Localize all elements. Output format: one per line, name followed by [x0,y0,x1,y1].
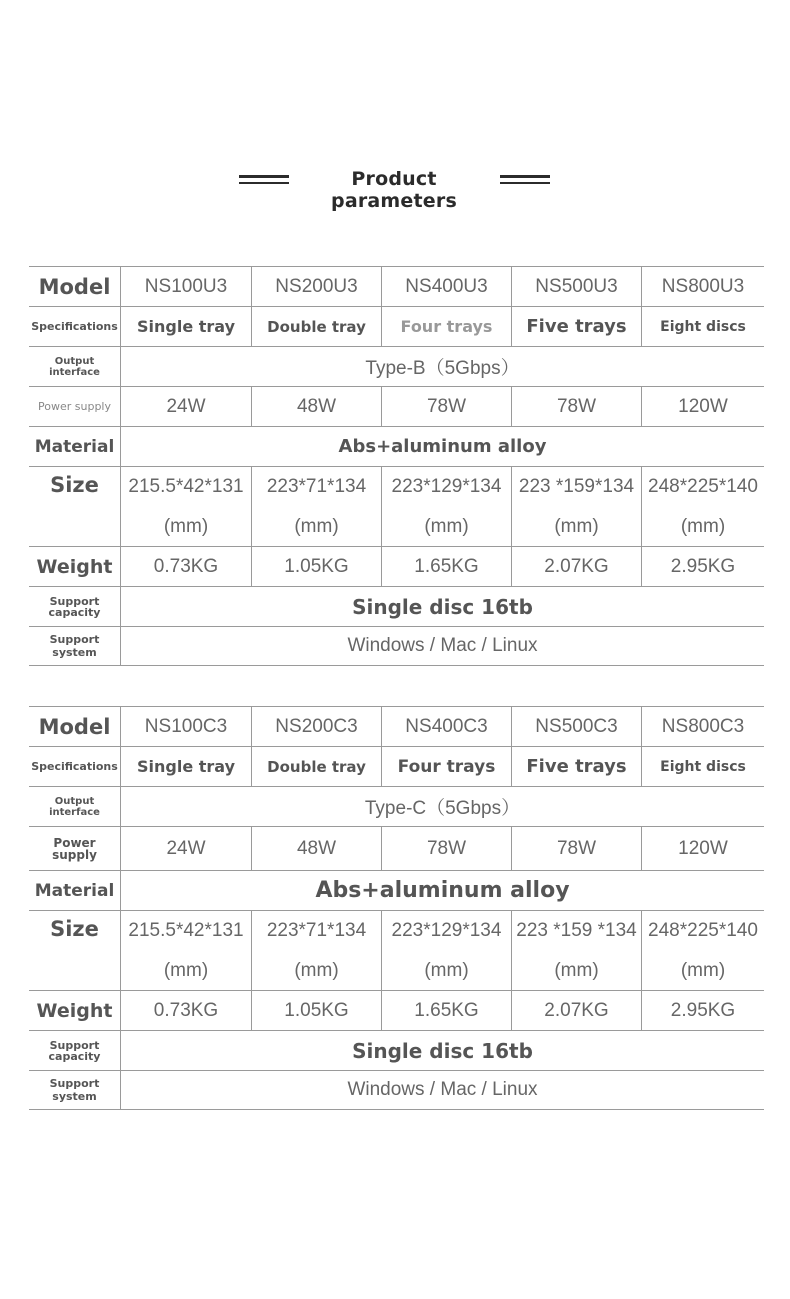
size-4 [511,467,641,546]
row-material [29,870,764,910]
size-3-dims: 223*129*134 [391,919,502,941]
label-material: Material [29,871,121,910]
label-weight: Weight [29,547,121,586]
size-2-dims: 223*71*134 [266,475,367,497]
model-1: NS100U3 [144,275,228,297]
label-size: Size [29,911,121,990]
size-4-unit: (mm) [554,959,599,981]
row-model [29,266,764,306]
power-2: 48W [251,387,381,426]
row-specifications [29,746,764,786]
spec-2: Double tray [251,747,381,786]
label-power-supply [29,827,121,870]
power-1: 24W [166,395,206,417]
power-3: 78W [381,827,511,870]
weight-4: 2.07KG [511,991,641,1030]
material-value: Abs+aluminum alloy [338,436,547,457]
label-size: Size [29,467,121,546]
weight-5: 2.95KG [641,547,764,586]
label-specifications: Specifications [29,307,121,346]
label-support-capacity-line1: Support [49,594,100,608]
label-specifications: Specifications [29,747,121,786]
spec-2: Double tray [251,307,381,346]
page-title: Product parameters [331,168,457,212]
support-system-value: Windows / Mac / Linux [347,1079,538,1100]
size-3 [381,467,511,546]
label-support-capacity-line2: capacity [48,605,101,619]
size-4-dims: 223 *159*134 [518,475,635,497]
model-5: NS800C3 [641,707,764,746]
size-1-unit: (mm) [163,515,209,537]
label-support-capacity-line2: capacity [48,1049,101,1063]
size-5-unit: (mm) [680,959,726,981]
support-capacity-value: Single disc 16tb [352,594,533,619]
spec-table-u3 [29,266,764,666]
title-decoration-left [239,175,289,186]
size-2 [251,911,381,990]
output-interface-value: Type-C（5Gbps） [364,798,521,819]
row-output-interface [29,786,764,826]
size-1 [121,911,251,990]
row-support-capacity [29,1030,764,1070]
row-size [29,910,764,990]
size-4-dims: 223 *159 *134 [516,919,637,941]
material-value: Abs+aluminum alloy [315,878,570,903]
spec-5: Eight discs [641,307,764,346]
label-output-interface [29,347,121,386]
row-weight [29,990,764,1030]
label-power-supply-line1: Power [53,835,96,850]
label-power-supply: Power supply [29,387,121,426]
label-support-capacity [29,587,121,626]
spec-3: Four trays [381,747,511,786]
label-output-interface [29,787,121,826]
weight-2: 1.05KG [251,547,381,586]
row-power-supply [29,386,764,426]
size-2-unit: (mm) [294,515,339,537]
label-output-interface-line1: Output [54,355,95,367]
label-model: Model [29,267,121,306]
power-5: 120W [641,387,764,426]
label-output-interface-line2: interface [49,366,100,378]
size-2 [251,467,381,546]
label-model: Model [29,707,121,746]
row-material [29,426,764,466]
spec-table-c3 [29,706,764,1110]
label-support-system: Support system [29,1071,121,1109]
size-5 [641,911,764,990]
size-4 [511,911,641,990]
row-weight [29,546,764,586]
model-5: NS800U3 [641,267,764,306]
spec-3: Four trays [381,307,511,346]
label-power-supply-line2: supply [52,847,97,862]
weight-4: 2.07KG [511,547,641,586]
power-4: 78W [511,827,641,870]
label-output-interface-line1: Output [54,795,95,807]
size-3 [381,911,511,990]
title-decoration-right [500,175,550,186]
label-support-system: Support system [29,627,121,665]
model-1: NS100C3 [144,715,228,737]
model-4: NS500U3 [511,267,641,306]
model-3: NS400C3 [381,707,511,746]
weight-1: 0.73KG [153,555,219,577]
output-interface-value: Type-B（5Gbps） [365,358,520,379]
support-capacity-value: Single disc 16tb [352,1038,533,1063]
size-3-dims: 223*129*134 [391,475,502,497]
power-1: 24W [166,837,206,859]
weight-3: 1.65KG [381,991,511,1030]
row-support-capacity [29,586,764,626]
model-3: NS400U3 [381,267,511,306]
power-2: 48W [251,827,381,870]
size-1-dims: 215.5*42*131 [128,919,244,941]
row-specifications [29,306,764,346]
size-1 [121,467,251,546]
label-material: Material [29,427,121,466]
row-model [29,706,764,746]
size-2-unit: (mm) [294,959,339,981]
row-power-supply [29,826,764,870]
spec-4: Five trays [511,747,641,786]
spec-4: Five trays [511,307,641,346]
section-title [0,166,790,212]
size-5-dims: 248*225*140 [648,919,758,941]
label-output-interface-line2: interface [49,806,100,818]
size-3-unit: (mm) [424,515,469,537]
row-size [29,466,764,546]
weight-5: 2.95KG [641,991,764,1030]
support-system-value: Windows / Mac / Linux [347,635,538,656]
size-2-dims: 223*71*134 [266,919,367,941]
label-weight: Weight [29,991,121,1030]
model-2: NS200U3 [251,267,381,306]
spec-1: Single tray [136,757,236,776]
size-1-dims: 215.5*42*131 [128,475,244,497]
row-support-system [29,1070,764,1110]
power-5: 120W [641,827,764,870]
row-support-system [29,626,764,666]
size-5-unit: (mm) [680,515,726,537]
power-4: 78W [511,387,641,426]
label-support-capacity-line1: Support [49,1038,100,1052]
row-output-interface [29,346,764,386]
spec-5: Eight discs [641,747,764,786]
model-2: NS200C3 [251,707,381,746]
size-3-unit: (mm) [424,959,469,981]
model-4: NS500C3 [511,707,641,746]
size-4-unit: (mm) [554,515,599,537]
size-5-dims: 248*225*140 [648,475,758,497]
size-1-unit: (mm) [163,959,209,981]
label-support-capacity [29,1031,121,1070]
size-5 [641,467,764,546]
weight-1: 0.73KG [153,999,219,1021]
power-3: 78W [381,387,511,426]
spec-1: Single tray [136,317,236,336]
weight-3: 1.65KG [381,547,511,586]
weight-2: 1.05KG [251,991,381,1030]
